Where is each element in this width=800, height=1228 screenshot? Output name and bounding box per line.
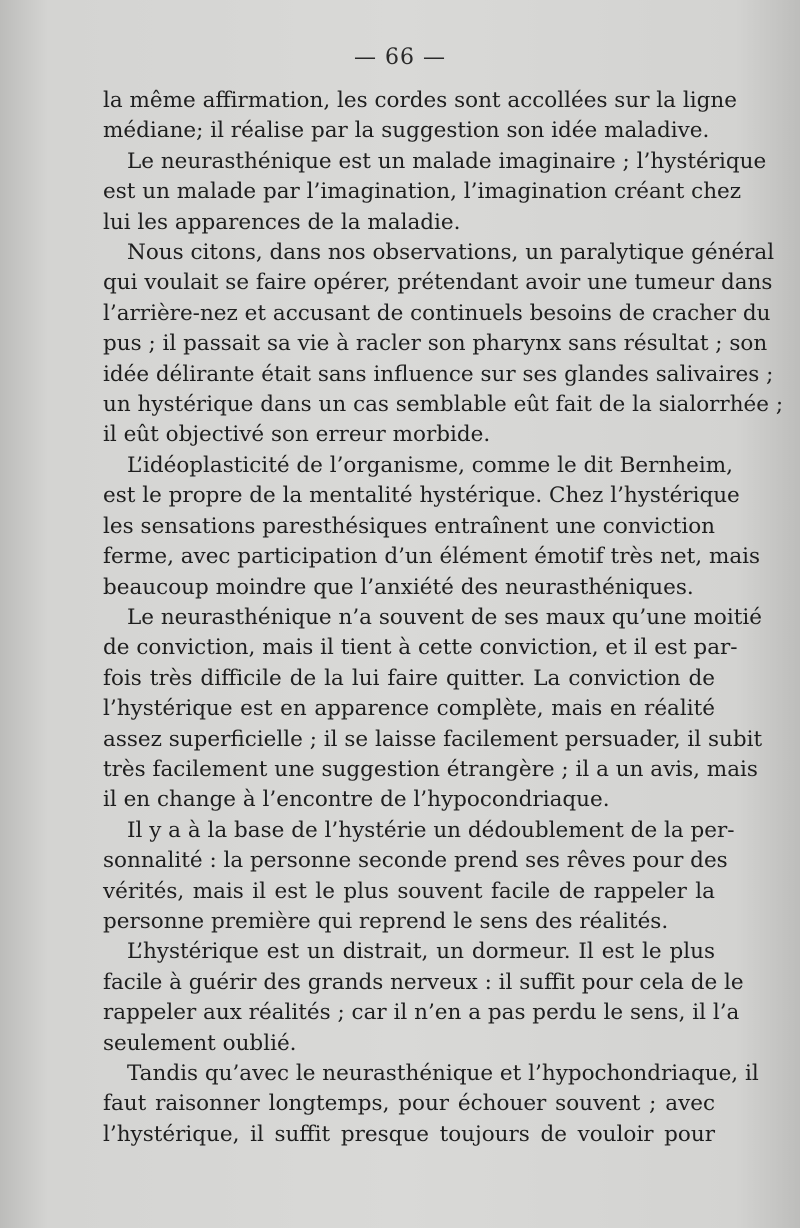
text-line: est le propre de la mentalité hystérique. Chez l’hystérique	[103, 483, 740, 509]
text-line: est un malade par l’imagination, l’imagination créant chez	[103, 179, 742, 205]
text-line: un hystérique dans un cas semblable eût fait de la sialorrhée ;	[103, 392, 784, 418]
text-line: sonnalité : la personne seconde prend ses rêves pour des	[103, 848, 728, 874]
text-line: Il y a à la base de l’hystérie un dédoublement de la per-	[127, 817, 735, 843]
text-line: rappeler aux réalités ; car il n’en a pas perdu le sens, il l’a	[103, 1000, 740, 1026]
page-number: — 66 —	[354, 45, 446, 70]
text-line: il en change à l’encontre de l’hypocondriaque.	[103, 787, 610, 813]
text-line: médiane; il réalise par la suggestion son idée maladive.	[103, 118, 710, 144]
text-line: Tandis qu’avec le neurasthénique et l’hypochondriaque, il	[127, 1061, 759, 1086]
paragraph	[103, 86, 737, 147]
paragraph	[103, 937, 744, 1059]
text-line: qui voulait se faire opérer, prétendant avoir une tumeur dans	[103, 270, 773, 296]
text-line: il eût objectivé son erreur morbide.	[103, 422, 491, 448]
text-line: facile à guérir des grands nerveux : il suffit pour cela de le	[103, 969, 744, 995]
text-line: Le neurasthénique est un malade imaginaire ; l’hystérique	[127, 148, 767, 174]
text-line: Nous citons, dans nos observations, un paralytique général	[127, 240, 775, 266]
text-line: Le neurasthénique n’a souvent de ses maux qu’une moitié	[127, 604, 762, 630]
text-line: fois très difficile de la lui faire quitter. La conviction de	[103, 665, 715, 691]
body-text	[103, 86, 784, 1150]
text-line: vérités, mais il est le plus souvent facile de rappeler la	[103, 878, 715, 904]
text-line: de conviction, mais il tient à cette conviction, et il est par-	[103, 635, 738, 661]
text-line: assez superficielle ; il se laisse facilement persuader, il subit	[103, 726, 763, 752]
text-line: l’hystérique est en apparence complète, mais en réalité	[103, 696, 715, 722]
text-line: ferme, avec participation d’un élément émotif très net, mais	[103, 544, 761, 570]
paragraph	[103, 816, 735, 938]
text-line: la même affirmation, les cordes sont accollées sur la ligne	[103, 88, 737, 113]
text-line: les sensations paresthésiques entraînent une conviction	[103, 513, 715, 539]
paragraph	[103, 147, 767, 238]
text-line: lui les apparences de la maladie.	[103, 209, 461, 235]
text-line: faut raisonner longtemps, pour échouer souvent ; avec	[103, 1091, 715, 1117]
text-line: beaucoup moindre que l’anxiété des neurasthéniques.	[103, 574, 694, 600]
text-line: idée délirante était sans influence sur ses glandes salivaires ;	[103, 361, 774, 387]
text-line: l’hystérique, il suffit presque toujours de vouloir pour	[103, 1121, 715, 1147]
text-line: L’idéoplasticité de l’organisme, comme le dit Bernheim,	[127, 452, 733, 478]
text-line: L’hystérique est un distrait, un dormeur. Il est le plus	[127, 939, 715, 965]
paragraph	[103, 603, 763, 816]
text-line: pus ; il passait sa vie à racler son pharynx sans résultat ; son	[103, 331, 768, 357]
paragraph	[103, 238, 784, 451]
paragraph	[103, 1059, 759, 1150]
text-line: personne première qui reprend le sens des réalités.	[103, 908, 669, 934]
text-line: très facilement une suggestion étrangère ; il a un avis, mais	[103, 756, 758, 782]
text-line: seulement oublié.	[103, 1030, 297, 1056]
paragraph	[103, 451, 761, 603]
text-line: l’arrière-nez et accusant de continuels besoins de cracher du	[103, 300, 771, 326]
